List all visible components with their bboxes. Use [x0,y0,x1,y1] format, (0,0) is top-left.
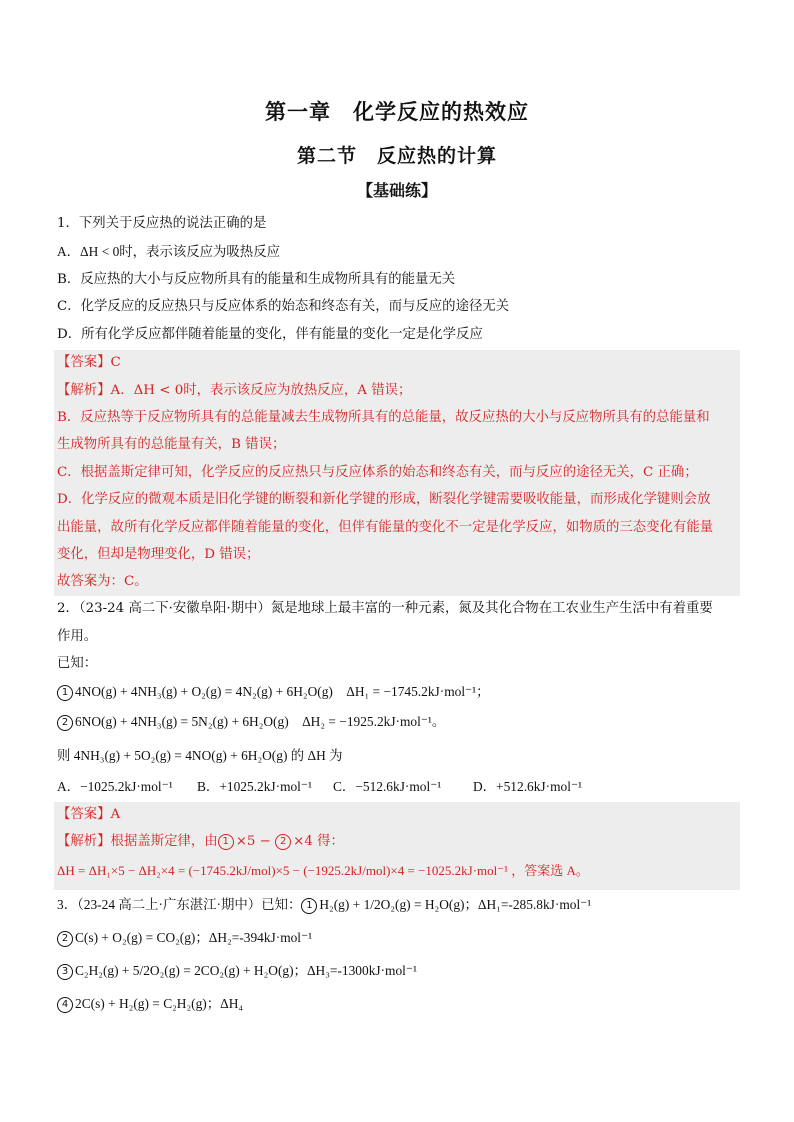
q1-option-a: A．ΔH < 0时，表示该反应为吸热反应 [57,244,280,259]
q3-equation-2: 2 C(s) + O₂(g) = CO₂(g)；ΔH₂=-394kJ·mol⁻¹ [57,929,312,947]
q1-option-b: B．反应热的大小与反应物所具有的能量和生成物所具有的能量无关 [57,272,456,287]
circled-number-4: 4 [57,997,73,1013]
q1-analysis-line: C．根据盖斯定律可知，化学反应的反应热只与反应体系的始态和终态有关，而与反应的途径无关，C 正确； [57,465,698,480]
chapter-title: 第一章 化学反应的热效应 [265,99,529,124]
q1-answer: 【答案】C [57,355,121,370]
q2-option-a: A．−1025.2kJ·mol⁻¹ [57,779,173,794]
circled-number-2: 2 [57,931,73,947]
section-title: 第二节 反应热的计算 [296,145,497,167]
circled-number-1: 1 [57,685,73,701]
circled-number-1: 1 [301,898,317,914]
q2-stem-cont: 作用。 [57,629,98,644]
q1-analysis-line: 变化，但却是物理变化，D 错误； [57,547,260,562]
q2-equation-2: 2 6NO(g) + 4NH₃(g) = 5N₂(g) + 6H₂O(g) ΔH₂ = −1925.2kJ·mol⁻¹。 [57,713,445,731]
circled-number-2: 2 [275,834,291,850]
circled-number-2: 2 [57,715,73,731]
q3-stem: 3．（23-24 高二上·广东湛江·期中）已知： 1 H₂(g) + 1/2O₂(g) = H₂O(g)；ΔH₁=-285.8kJ·mol⁻¹ [57,897,592,912]
q1-analysis-line: 【解析】A．ΔH < 0时，表示该反应为放热反应，A 错误； [57,383,412,398]
q1-analysis-line: D．化学反应的微观本质是旧化学键的断裂和新化学键的形成，断裂化学键需要吸收能量，而形成化学键则会放 [57,492,711,507]
circled-number-3: 3 [57,964,73,980]
q2-stem: 2．（23-24 高二下·安徽阜阳·期中）氮是地球上最丰富的一种元素，氮及其化合物在工农业生产生活中有着重要 [57,601,713,616]
q2-calculation: ΔH = ΔH₁×5 − ΔH₂×4 = (−1745.2kJ/mol)×5 − (−1925.2kJ/mol)×4 = −1025.2kJ·mol⁻¹ ，答案选 A。 [57,863,589,878]
q2-option-d: D．+512.6kJ·mol⁻¹ [473,779,583,794]
q2-option-c: C．−512.6kJ·mol⁻¹ [333,779,442,794]
q3-equation-4: 4 2C(s) + H₂(g) = C₂H₂(g)；ΔH₄ [57,995,243,1013]
q3-equation-3: 3 C₂H₂(g) + 5/2O₂(g) = 2CO₂(g) + H₂O(g)；ΔH₃=-1300kJ·mol⁻¹ [57,962,417,980]
q2-answer: 【答案】A [57,807,121,822]
q2-known: 已知： [57,656,98,671]
q1-option-d: D．所有化学反应都伴随着能量的变化，伴有能量的变化一定是化学反应 [57,327,483,342]
circled-number-1: 1 [218,834,234,850]
q1-analysis-line: 故答案为：C。 [57,574,148,589]
q1-option-c: C．化学反应的反应热只与反应体系的始态和终态有关，而与反应的途径无关 [57,299,510,314]
q2-question: 则 4NH₃(g) + 5O₂(g) = 4NO(g) + 6H₂O(g) 的 ΔH 为 [57,748,343,763]
q1-analysis-line: 生成物所具有的总能量有关，B 错误； [57,437,286,452]
q2-equation-1: 1 4NO(g) + 4NH₃(g) + O₂(g) = 4N₂(g) + 6H₂O(g) ΔH₁ = −1745.2kJ·mol⁻¹； [57,683,490,701]
q1-stem: 1．下列关于反应热的说法正确的是 [57,216,267,231]
q1-analysis-line: 出能量，故所有化学反应都伴随着能量的变化，但伴有能量的变化不一定是化学反应，如物质的三态变化有能量 [57,520,714,535]
q2-analysis: 【解析】根据盖斯定律，由 1 ×5 − 2 ×4 得： [57,834,344,849]
q1-analysis-line: B．反应热等于反应物所具有的总能量减去生成物所具有的总能量，故反应热的大小与反应物所具有的总能量和 [57,410,710,425]
part-title: 【基础练】 [356,181,437,200]
q2-options [57,778,582,796]
q2-option-b: B．+1025.2kJ·mol⁻¹ [197,779,312,794]
